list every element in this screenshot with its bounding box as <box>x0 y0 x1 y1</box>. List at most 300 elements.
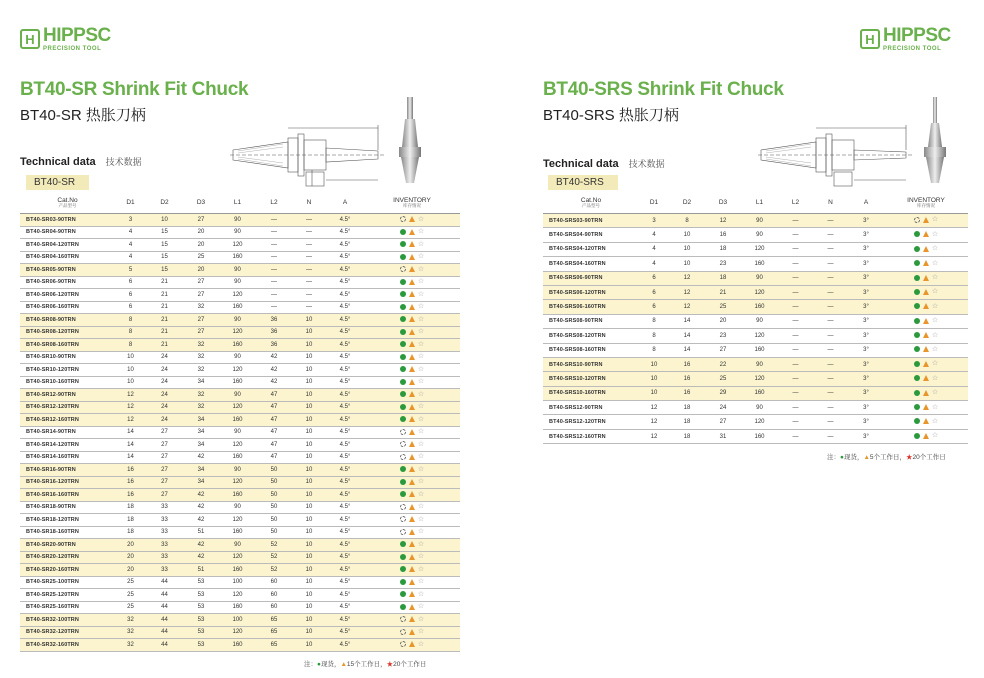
cell-inventory <box>884 329 968 343</box>
cell-l2: 52 <box>256 564 292 577</box>
cell-l1: 120 <box>741 329 778 343</box>
lead-time-triangle-icon <box>409 404 415 410</box>
cell-d1: 20 <box>115 564 146 577</box>
lead-time-triangle-icon <box>409 554 415 560</box>
in-stock-dot-icon <box>400 329 406 335</box>
col-d3: D3 <box>718 199 728 207</box>
cell-n: — <box>292 264 326 277</box>
cell-n: 10 <box>292 514 326 527</box>
table-row <box>543 372 968 386</box>
star-outline-icon: ☆ <box>931 417 939 425</box>
cell-d1: 25 <box>115 589 146 602</box>
cell-inventory <box>364 376 460 389</box>
cell-inventory <box>364 289 460 302</box>
in-stock-dot-icon <box>400 416 406 422</box>
cell-a: 3° <box>848 429 884 443</box>
lead-time-triangle-icon <box>409 416 415 422</box>
cell-a: 4.5° <box>326 464 364 477</box>
cell-cat: BT40-SR06-90TRN <box>20 276 115 289</box>
cell-l2: — <box>256 264 292 277</box>
cell-d3: 34 <box>183 476 219 489</box>
table-row <box>543 271 968 285</box>
cell-cat: BT40-SR06-160TRN <box>20 301 115 314</box>
cell-n: — <box>813 314 848 328</box>
cell-l1: 90 <box>219 389 256 402</box>
cell-d1: 32 <box>115 614 146 627</box>
table-row <box>20 576 460 589</box>
cell-a: 4.5° <box>326 576 364 589</box>
cell-d1: 18 <box>115 514 146 527</box>
cell-d2: 12 <box>669 271 705 285</box>
star-outline-icon: ☆ <box>931 389 939 397</box>
cell-a: 3° <box>848 372 884 386</box>
cell-n: — <box>813 300 848 314</box>
cell-a: 4.5° <box>326 401 364 414</box>
cell-n: — <box>292 226 326 239</box>
star-outline-icon: ☆ <box>931 331 939 339</box>
cell-d2: 21 <box>146 301 183 314</box>
cell-d3: 53 <box>183 626 219 639</box>
cell-cat: BT40-SR12-90TRN <box>20 389 115 402</box>
lead-time-triangle-icon <box>409 229 415 235</box>
cell-d2: 16 <box>669 357 705 371</box>
cell-d2: 24 <box>146 351 183 364</box>
in-stock-dot-icon <box>400 366 406 372</box>
cell-d2: 27 <box>146 439 183 452</box>
col-d3: D3 <box>196 199 206 207</box>
right-page <box>492 0 984 678</box>
in-stock-dot-icon <box>914 318 920 324</box>
cell-cat: BT40-SRS06-120TRN <box>543 285 639 299</box>
chuck-photo-icon <box>920 95 950 185</box>
table-row <box>543 257 968 271</box>
lead-time-triangle-icon <box>409 604 415 610</box>
table-row <box>20 276 460 289</box>
table-row <box>543 285 968 299</box>
cell-inventory <box>884 271 968 285</box>
empty-circle-icon <box>914 217 920 223</box>
cell-a: 4.5° <box>326 614 364 627</box>
cell-d2: 24 <box>146 364 183 377</box>
cell-inventory <box>884 228 968 242</box>
cell-d2: 33 <box>146 501 183 514</box>
lead-time-triangle-icon <box>409 329 415 335</box>
cell-n: — <box>292 214 326 227</box>
cell-d3: 16 <box>705 228 741 242</box>
cell-d3: 53 <box>183 601 219 614</box>
star-outline-icon: ☆ <box>931 216 939 224</box>
cell-inventory <box>884 300 968 314</box>
cell-l1: 90 <box>219 276 256 289</box>
lead-time-triangle-icon <box>409 579 415 585</box>
lead-time-triangle-icon <box>409 641 415 647</box>
in-stock-dot-icon <box>400 291 406 297</box>
in-stock-dot-icon <box>400 566 406 572</box>
in-stock-dot-icon <box>400 316 406 322</box>
in-stock-dot-icon <box>400 466 406 472</box>
cell-d1: 10 <box>115 376 146 389</box>
cell-inventory <box>364 226 460 239</box>
cell-a: 4.5° <box>326 339 364 352</box>
cell-d2: 8 <box>669 214 705 228</box>
cell-n: 10 <box>292 639 326 652</box>
cell-cat: BT40-SRS12-120TRN <box>543 415 639 429</box>
lead-time-triangle-icon <box>923 390 929 396</box>
cell-a: 4.5° <box>326 289 364 302</box>
cell-l2: — <box>778 357 813 371</box>
table-header-row <box>20 193 460 214</box>
cell-d2: 10 <box>146 214 183 227</box>
cell-inventory <box>884 242 968 256</box>
cell-l1: 90 <box>741 314 778 328</box>
star-outline-icon: ☆ <box>417 353 425 360</box>
cell-inventory <box>364 314 460 327</box>
col-inventory: INVENTORY 库存情况 <box>393 196 431 209</box>
cell-inventory <box>364 526 460 539</box>
cell-l1: 90 <box>741 401 778 415</box>
cell-d3: 25 <box>705 372 741 386</box>
cell-n: 10 <box>292 476 326 489</box>
cell-a: 3° <box>848 228 884 242</box>
cell-d1: 12 <box>115 401 146 414</box>
cell-d2: 44 <box>146 576 183 589</box>
cell-d1: 10 <box>639 372 669 386</box>
lead-time-triangle-icon <box>923 433 929 439</box>
brand-name: HIPPSC <box>43 25 111 46</box>
table-row <box>20 626 460 639</box>
cell-l2: — <box>778 214 813 228</box>
cell-a: 3° <box>848 343 884 357</box>
cell-a: 4.5° <box>326 376 364 389</box>
cell-l2: — <box>256 301 292 314</box>
cell-l1: 120 <box>219 326 256 339</box>
cell-d3: 27 <box>183 314 219 327</box>
lead-time-triangle-icon <box>923 303 929 309</box>
table-row <box>543 429 968 443</box>
cell-cat: BT40-SRS08-90TRN <box>543 314 639 328</box>
star-outline-icon: ☆ <box>931 317 939 325</box>
cell-inventory <box>364 489 460 502</box>
cell-d2: 33 <box>146 539 183 552</box>
inventory-legend: 注：●现货，▲5个工作日，★20个工作日 <box>827 454 946 461</box>
cell-d3: 32 <box>183 339 219 352</box>
cell-n: 10 <box>292 539 326 552</box>
cell-l2: 47 <box>256 401 292 414</box>
cell-a: 4.5° <box>326 589 364 602</box>
cell-d2: 33 <box>146 526 183 539</box>
star-outline-icon: ☆ <box>417 415 425 423</box>
cell-d1: 32 <box>115 626 146 639</box>
technical-data-label: Technical data <box>20 156 96 168</box>
cell-d2: 21 <box>146 276 183 289</box>
cell-cat: BT40-SR10-120TRN <box>20 364 115 377</box>
cell-l1: 160 <box>741 429 778 443</box>
cell-d1: 14 <box>115 426 146 439</box>
cell-d3: 32 <box>183 301 219 314</box>
cell-d1: 16 <box>115 476 146 489</box>
star-outline-icon: ☆ <box>417 265 425 273</box>
logo-mark-icon: H <box>860 29 880 49</box>
cell-a: 3° <box>848 386 884 400</box>
lead-time-triangle-icon <box>923 246 929 252</box>
table-row <box>20 526 460 539</box>
chuck-drawing-icon <box>228 120 388 190</box>
cell-inventory <box>884 343 968 357</box>
cell-l1: 90 <box>741 357 778 371</box>
lead-time-triangle-icon <box>409 566 415 572</box>
cell-d2: 18 <box>669 401 705 415</box>
table-row <box>20 401 460 414</box>
cell-d3: 27 <box>705 415 741 429</box>
cell-l1: 120 <box>219 476 256 489</box>
cell-n: 10 <box>292 576 326 589</box>
cell-l2: 60 <box>256 601 292 614</box>
cell-d2: 44 <box>146 601 183 614</box>
cell-d1: 8 <box>115 326 146 339</box>
star-outline-icon: ☆ <box>417 628 425 635</box>
cell-d1: 12 <box>639 401 669 415</box>
star-outline-icon: ☆ <box>417 640 425 648</box>
cell-d2: 44 <box>146 639 183 652</box>
in-stock-dot-icon <box>400 579 406 585</box>
cell-l1: 120 <box>219 289 256 302</box>
cell-d2: 12 <box>669 285 705 299</box>
cell-l1: 160 <box>219 376 256 389</box>
cell-d1: 4 <box>639 242 669 256</box>
cell-d3: 22 <box>705 357 741 371</box>
table-row <box>543 242 968 256</box>
lead-time-triangle-icon <box>409 266 415 272</box>
lead-time-triangle-icon <box>409 254 415 260</box>
lead-time-triangle-icon <box>409 279 415 285</box>
cell-d1: 3 <box>639 214 669 228</box>
in-stock-dot-icon <box>400 491 406 497</box>
cell-d3: 53 <box>183 589 219 602</box>
cell-cat: BT40-SR32-100TRN <box>20 614 115 627</box>
cell-d1: 5 <box>115 264 146 277</box>
cell-inventory <box>364 401 460 414</box>
cell-n: — <box>813 329 848 343</box>
cell-d3: 42 <box>183 539 219 552</box>
table-row <box>20 614 460 627</box>
cell-inventory <box>884 386 968 400</box>
cell-cat: BT40-SRS10-160TRN <box>543 386 639 400</box>
table-row <box>20 589 460 602</box>
cell-cat: BT40-SR08-160TRN <box>20 339 115 352</box>
table-row <box>20 476 460 489</box>
lead-time-triangle-icon <box>409 454 415 460</box>
technical-data-heading <box>20 155 142 168</box>
cell-l1: 160 <box>219 601 256 614</box>
cell-n: — <box>813 372 848 386</box>
cell-cat: BT40-SR12-120TRN <box>20 401 115 414</box>
cell-l2: 60 <box>256 576 292 589</box>
cell-a: 4.5° <box>326 214 364 227</box>
cell-d1: 6 <box>639 300 669 314</box>
cell-d2: 15 <box>146 264 183 277</box>
lead-time-triangle-icon <box>409 516 415 522</box>
cell-l1: 90 <box>741 271 778 285</box>
cell-d1: 32 <box>115 639 146 652</box>
cell-l1: 120 <box>219 551 256 564</box>
cell-l1: 90 <box>219 539 256 552</box>
cell-d2: 10 <box>669 257 705 271</box>
lead-time-triangle-icon <box>923 231 929 237</box>
cell-n: 10 <box>292 401 326 414</box>
cell-inventory <box>364 239 460 252</box>
cell-l1: 120 <box>741 285 778 299</box>
logo-mark-icon: H <box>20 29 40 49</box>
empty-circle-icon <box>400 629 406 635</box>
brand-logo <box>860 26 951 52</box>
cell-inventory <box>884 357 968 371</box>
lead-time-triangle-icon <box>409 541 415 547</box>
cell-d1: 6 <box>639 285 669 299</box>
cell-d1: 20 <box>115 551 146 564</box>
lead-time-triangle-icon <box>923 332 929 338</box>
table-row <box>20 564 460 577</box>
star-outline-icon: ☆ <box>931 288 939 296</box>
star-outline-icon: ☆ <box>931 403 939 411</box>
cell-cat: BT40-SR06-120TRN <box>20 289 115 302</box>
cell-n: 10 <box>292 589 326 602</box>
in-stock-dot-icon <box>400 354 406 360</box>
cell-d3: 34 <box>183 439 219 452</box>
lead-time-triangle-icon <box>923 217 929 223</box>
cell-inventory <box>364 251 460 264</box>
cell-d2: 10 <box>669 228 705 242</box>
cell-d1: 8 <box>639 329 669 343</box>
cell-d3: 42 <box>183 551 219 564</box>
cell-cat: BT40-SR04-120TRN <box>20 239 115 252</box>
cell-d1: 8 <box>115 314 146 327</box>
in-stock-dot-icon <box>400 341 406 347</box>
cell-d1: 8 <box>639 314 669 328</box>
cell-d1: 12 <box>639 429 669 443</box>
cell-inventory <box>364 364 460 377</box>
cell-n: 10 <box>292 451 326 464</box>
lead-time-triangle-icon <box>409 366 415 372</box>
cell-n: — <box>813 228 848 242</box>
cell-d1: 25 <box>115 576 146 589</box>
cell-l2: 52 <box>256 539 292 552</box>
cell-a: 4.5° <box>326 326 364 339</box>
cell-inventory <box>884 401 968 415</box>
cell-d2: 18 <box>669 429 705 443</box>
star-outline-icon: ☆ <box>417 403 425 410</box>
cell-a: 4.5° <box>326 251 364 264</box>
cell-l2: — <box>256 239 292 252</box>
cell-l1: 160 <box>219 639 256 652</box>
cell-n: — <box>292 239 326 252</box>
cell-l1: 90 <box>219 314 256 327</box>
cell-cat: BT40-SR18-120TRN <box>20 514 115 527</box>
in-stock-dot-icon <box>400 391 406 397</box>
empty-circle-icon <box>400 454 406 460</box>
cell-cat: BT40-SRS10-90TRN <box>543 357 639 371</box>
cell-d1: 16 <box>115 464 146 477</box>
cell-d3: 20 <box>183 264 219 277</box>
in-stock-dot-icon <box>400 554 406 560</box>
cell-l2: — <box>256 214 292 227</box>
cell-l2: — <box>778 415 813 429</box>
table-row <box>20 376 460 389</box>
cell-n: 10 <box>292 526 326 539</box>
table-row <box>20 389 460 402</box>
cell-d1: 10 <box>115 351 146 364</box>
in-stock-dot-icon <box>914 346 920 352</box>
cell-n: — <box>292 276 326 289</box>
cell-l2: — <box>778 401 813 415</box>
cell-a: 4.5° <box>326 351 364 364</box>
cell-inventory <box>364 214 460 227</box>
lead-time-triangle-icon <box>409 429 415 435</box>
cell-d3: 42 <box>183 501 219 514</box>
cell-l2: — <box>778 314 813 328</box>
cell-d2: 15 <box>146 226 183 239</box>
star-outline-icon: ☆ <box>417 278 425 285</box>
cell-n: — <box>813 285 848 299</box>
cell-l1: 160 <box>741 343 778 357</box>
lead-time-triangle-icon <box>409 304 415 310</box>
lead-time-triangle-icon <box>409 466 415 472</box>
star-outline-icon: ☆ <box>931 245 939 253</box>
table-row <box>20 601 460 614</box>
cell-d1: 6 <box>115 289 146 302</box>
cell-l2: 47 <box>256 426 292 439</box>
star-outline-icon: ☆ <box>417 478 425 485</box>
cell-d2: 27 <box>146 426 183 439</box>
cell-inventory <box>364 639 460 652</box>
cell-d1: 3 <box>115 214 146 227</box>
cell-a: 4.5° <box>326 526 364 539</box>
cell-l2: 52 <box>256 551 292 564</box>
cell-cat: BT40-SRS04-90TRN <box>543 228 639 242</box>
cell-n: — <box>813 242 848 256</box>
star-outline-icon: ☆ <box>417 540 425 548</box>
cell-n: — <box>813 415 848 429</box>
cell-n: 10 <box>292 464 326 477</box>
cell-n: 10 <box>292 351 326 364</box>
cell-inventory <box>364 351 460 364</box>
cell-d1: 12 <box>115 389 146 402</box>
empty-circle-icon <box>400 641 406 647</box>
cell-inventory <box>364 476 460 489</box>
in-stock-dot-icon <box>914 246 920 252</box>
cell-a: 4.5° <box>326 439 364 452</box>
table-row <box>543 300 968 314</box>
cell-l2: — <box>778 300 813 314</box>
cell-a: 4.5° <box>326 639 364 652</box>
star-outline-icon: ☆ <box>417 365 425 373</box>
cell-l2: 42 <box>256 364 292 377</box>
star-outline-icon: ☆ <box>417 453 425 460</box>
lead-time-triangle-icon <box>409 504 415 510</box>
lead-time-triangle-icon <box>409 616 415 622</box>
cell-l1: 100 <box>219 614 256 627</box>
cell-d3: 25 <box>183 251 219 264</box>
col-d1: D1 <box>126 199 135 207</box>
cell-a: 4.5° <box>326 364 364 377</box>
cell-n: — <box>813 214 848 228</box>
cell-cat: BT40-SR14-160TRN <box>20 451 115 464</box>
star-outline-icon: ☆ <box>417 578 425 585</box>
cell-l2: 50 <box>256 501 292 514</box>
cell-d2: 15 <box>146 251 183 264</box>
cell-a: 3° <box>848 271 884 285</box>
table-row <box>20 489 460 502</box>
cell-d2: 16 <box>669 372 705 386</box>
